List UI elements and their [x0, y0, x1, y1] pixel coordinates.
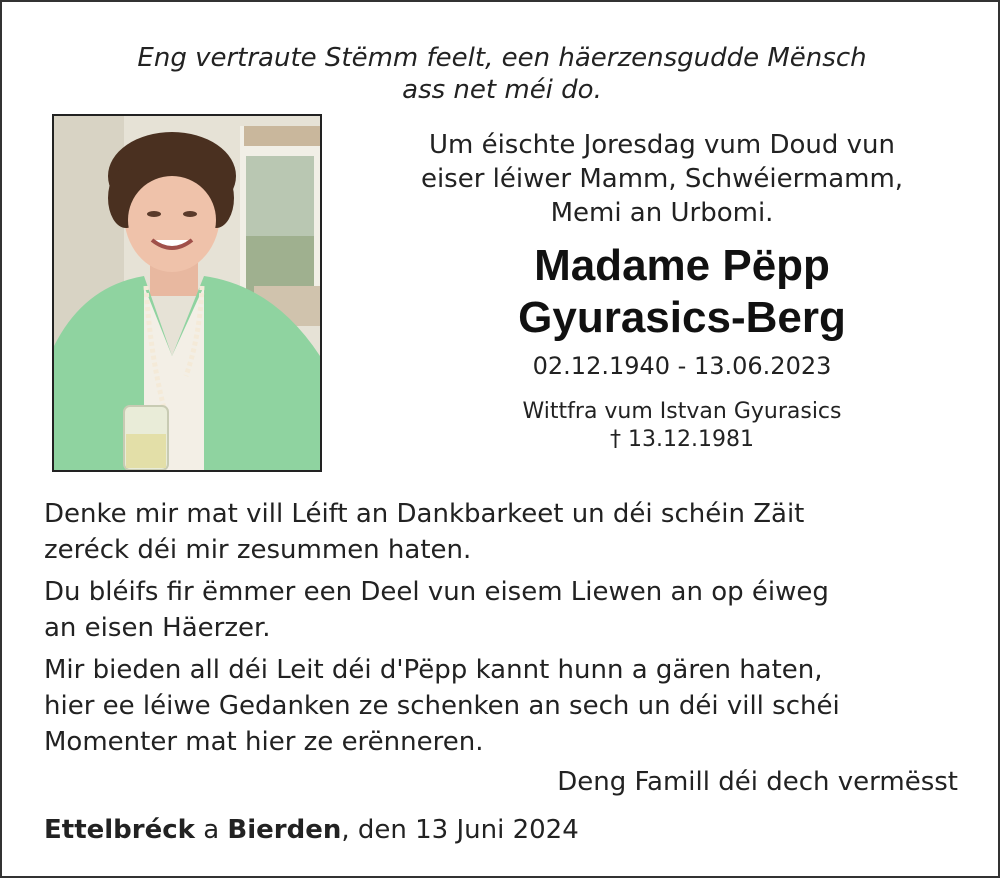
paragraph-1-line-1: Denke mir mat vill Léift an Dankbarkeet un déi schéin Zäit [44, 499, 805, 529]
paragraph-3-line-2: hier ee léiwe Gedanken ze schenken an sech un déi vill schéi [44, 691, 840, 721]
name-line-1: Madame Pëpp [534, 241, 830, 290]
spouse-death-date: † 13.12.1981 [610, 427, 754, 452]
town-1: Ettelbréck [44, 815, 195, 845]
paragraph-2-line-2: an eisen Häerzer. [44, 613, 271, 643]
paragraph-3-line-1: Mir bieden all déi Leit déi d'Pëpp kannt hunn a gären haten, [44, 655, 823, 685]
town-2: Bierden [227, 815, 342, 845]
conjunction: a [203, 815, 220, 845]
portrait-photo [52, 114, 322, 472]
deceased-name [372, 240, 992, 344]
widow-line: Wittfra vum Istvan Gyurasics [522, 399, 842, 424]
notice-date: , den 13 Juni 2024 [341, 815, 579, 845]
paragraph-3-line-3: Momenter mat hier ze erënneren. [44, 727, 484, 757]
family-signoff: Deng Famill déi dech vermësst [557, 767, 958, 797]
life-dates: 02.12.1940 - 13.06.2023 [532, 352, 832, 380]
paragraph-3 [44, 652, 964, 760]
place-and-date [44, 812, 579, 848]
intro-line-2: eiser léiwer Mamm, Schwéiermamm, [420, 164, 904, 194]
paragraph-1 [44, 496, 964, 568]
motto-line-1: Eng vertraute Stëmm feelt, een häerzensgudde Mënsch [137, 43, 867, 73]
paragraph-1-line-2: zeréck déi mir zesummen haten. [44, 535, 472, 565]
name-line-2: Gyurasics-Berg [518, 293, 846, 342]
paragraph-2 [44, 574, 964, 646]
intro-text [362, 128, 962, 230]
motto-line-2: ass net méi do. [402, 75, 602, 105]
motto-quote [2, 42, 1000, 106]
intro-line-3: Memi an Urbomi. [550, 198, 774, 228]
paragraph-2-line-1: Du bléifs fir ëmmer een Deel vun eisem Liewen an op éiweg [44, 577, 829, 607]
intro-line-1: Um éischte Joresdag vum Doud vun [428, 130, 896, 160]
widow-info [372, 398, 992, 454]
